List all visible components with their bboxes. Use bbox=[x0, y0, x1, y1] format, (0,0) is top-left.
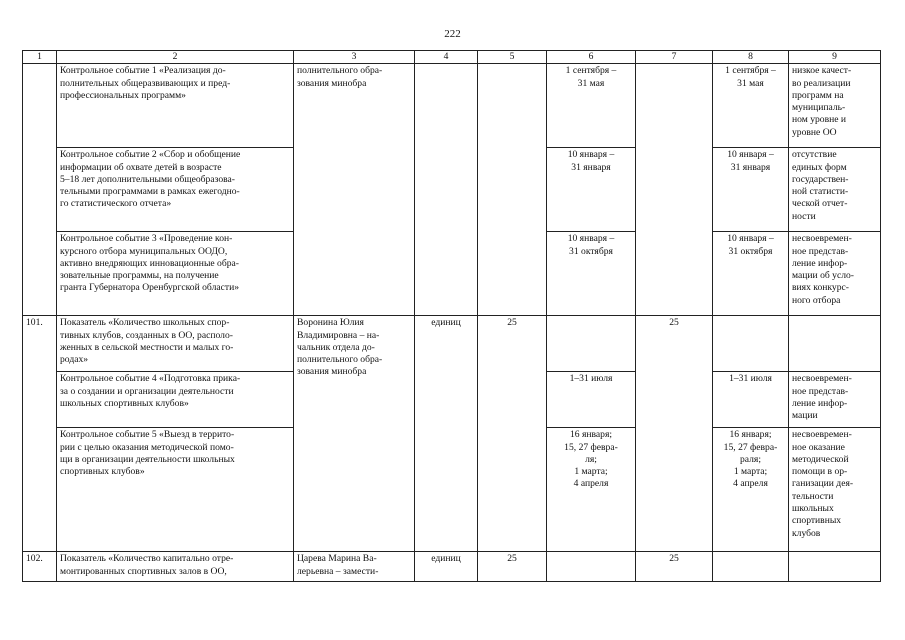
end-date-cell bbox=[713, 316, 789, 372]
event-text: Контрольное событие 5 «Выезд в террито- рии с целью оказания методической помо- щи в организации деятельности школьных спортивных клубов» bbox=[57, 428, 294, 552]
table-row bbox=[23, 316, 881, 372]
start-date-cell: 16 января; 15, 27 февра- ля; 1 марта; 4 апреля bbox=[547, 428, 636, 552]
start-date-cell bbox=[547, 316, 636, 372]
risk-cell: несвоевремен- ное представ- ление инфор- мации bbox=[789, 372, 881, 428]
start-date-cell: 1–31 июля bbox=[547, 372, 636, 428]
row-number: 101. bbox=[23, 316, 57, 552]
target-value-cell bbox=[636, 64, 713, 316]
column-header: 9 bbox=[789, 51, 881, 64]
event-text: Контрольное событие 2 «Сбор и обобщение информации об охвате детей в возрасте 5–18 лет дополнительными общеобразова- тельными программами в рамках ежегодно- го статистического отчета» bbox=[57, 148, 294, 232]
risk-cell bbox=[789, 552, 881, 582]
end-date-cell bbox=[713, 552, 789, 582]
start-date-cell: 1 сентября – 31 мая bbox=[547, 64, 636, 148]
header-row bbox=[23, 51, 881, 64]
plan-table bbox=[22, 50, 881, 582]
end-date-cell: 10 января – 31 октября bbox=[713, 232, 789, 316]
event-text: Контрольное событие 1 «Реализация до- полнительных общеразвивающих и пред- профессиональных программ» bbox=[57, 64, 294, 148]
base-value-cell: 25 bbox=[478, 552, 547, 582]
start-date-cell bbox=[547, 552, 636, 582]
start-date-cell: 10 января – 31 октября bbox=[547, 232, 636, 316]
indicator-text: Показатель «Количество капитально отре- монтированных спортивных залов в ОО, bbox=[57, 552, 294, 582]
end-date-cell: 1–31 июля bbox=[713, 372, 789, 428]
end-date-cell: 1 сентября – 31 мая bbox=[713, 64, 789, 148]
base-value-cell bbox=[478, 64, 547, 316]
end-date-cell: 16 января; 15, 27 февра- раля; 1 марта; 4 апреля bbox=[713, 428, 789, 552]
column-header: 2 bbox=[57, 51, 294, 64]
start-date-cell: 10 января – 31 января bbox=[547, 148, 636, 232]
number-cell bbox=[23, 64, 57, 316]
column-header: 1 bbox=[23, 51, 57, 64]
unit-cell bbox=[415, 64, 478, 316]
table-row bbox=[23, 552, 881, 582]
column-header: 8 bbox=[713, 51, 789, 64]
target-value-cell: 25 bbox=[636, 552, 713, 582]
base-value-cell: 25 bbox=[478, 316, 547, 552]
risk-cell: отсутствие единых форм государствен- ной статисти- ческой отчет- ности bbox=[789, 148, 881, 232]
event-text: Контрольное событие 3 «Проведение кон- курсного отбора муниципальных ООДО, активно внедряющих инновационные обра- зовательные программы, на получение гранта Губернатора Оренбургской области» bbox=[57, 232, 294, 316]
risk-cell: низкое качест- во реализации программ на муниципаль- ном уровне и уровне ОО bbox=[789, 64, 881, 148]
page-number: 222 bbox=[444, 28, 461, 40]
responsible-cell: полнительного обра- зования минобра bbox=[294, 64, 415, 316]
risk-cell: несвоевремен- ное представ- ление инфор- мации об усло- виях конкурс- ного отбора bbox=[789, 232, 881, 316]
event-text: Контрольное событие 4 «Подготовка прика- за о создании и организации деятельности школьных спортивных клубов» bbox=[57, 372, 294, 428]
responsible-cell: Воронина Юлия Владимировна – на- чальник отдела до- полнительного обра- зования минобра bbox=[294, 316, 415, 552]
unit-cell: единиц bbox=[415, 316, 478, 552]
responsible-cell: Царева Марина Ва- лерьевна – замести- bbox=[294, 552, 415, 582]
row-number: 102. bbox=[23, 552, 57, 582]
indicator-text: Показатель «Количество школьных спор- тивных клубов, созданных в ОО, располо- женных в сельской местности и малых го- родах» bbox=[57, 316, 294, 372]
column-header: 4 bbox=[415, 51, 478, 64]
unit-cell: единиц bbox=[415, 552, 478, 582]
end-date-cell: 10 января – 31 января bbox=[713, 148, 789, 232]
table-row bbox=[23, 64, 881, 148]
target-value-cell: 25 bbox=[636, 316, 713, 552]
risk-cell bbox=[789, 316, 881, 372]
column-header: 7 bbox=[636, 51, 713, 64]
column-header: 5 bbox=[478, 51, 547, 64]
risk-cell: несвоевремен- ное оказание методической помощи в ор- ганизации дея- тельности школьных спортивных клубов bbox=[789, 428, 881, 552]
column-header: 6 bbox=[547, 51, 636, 64]
column-header: 3 bbox=[294, 51, 415, 64]
